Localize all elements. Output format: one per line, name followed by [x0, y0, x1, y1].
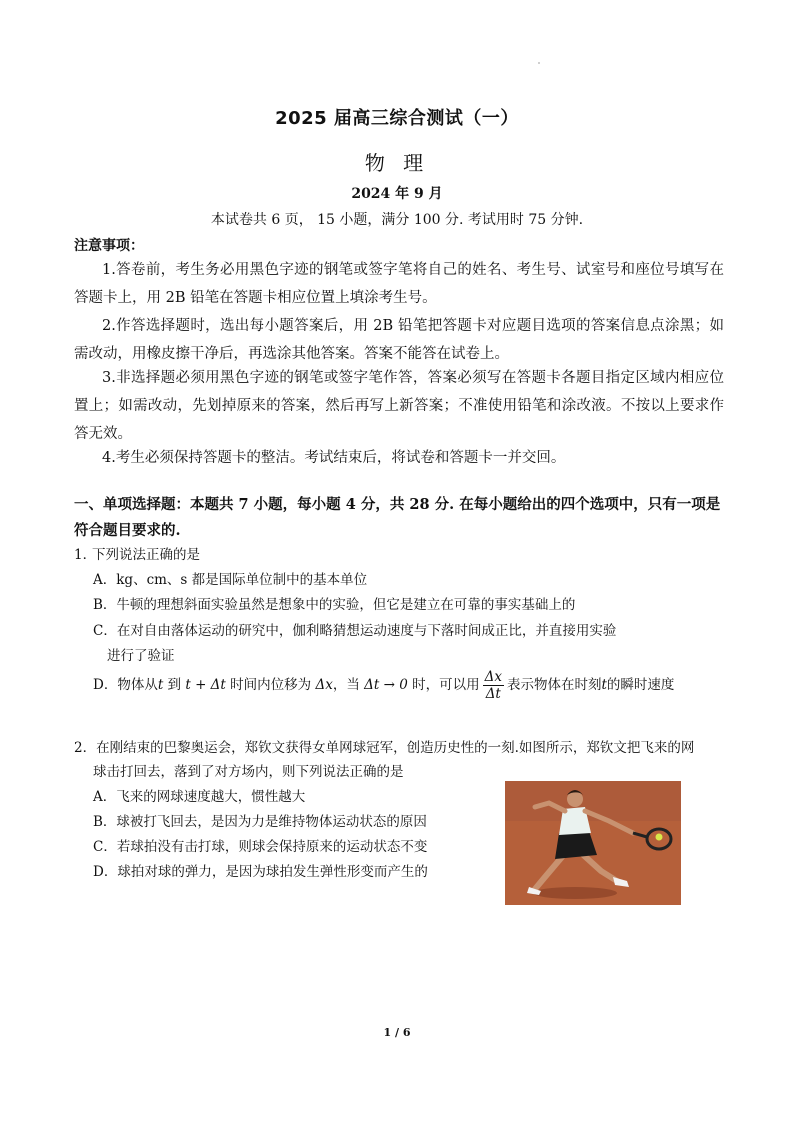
section-heading: 一、单项选择题：本题共 7 小题，每小题 4 分，共 28 分. 在每小题给出的四个选项中，只有一项是符合题目要求的. — [74, 496, 721, 539]
question-text: 下列说法正确的是 — [92, 547, 200, 563]
option-text: 时，可以用 — [407, 677, 480, 693]
q2-option-a: A．飞来的网球速度越大，惯性越大 — [93, 789, 306, 805]
exam-date: 2024 年 9 月 — [351, 186, 443, 202]
option-text: D．物体从 — [93, 677, 158, 693]
math-limit: Δt → 0 — [364, 677, 408, 693]
math-dx: Δx — [315, 677, 333, 693]
scan-dot — [538, 62, 540, 64]
option-text: 的瞬时速度 — [606, 677, 675, 693]
option-text: ，当 — [332, 677, 365, 693]
option-text: 表示物体在时刻 — [506, 677, 602, 693]
math-fraction — [483, 669, 504, 702]
tennis-player-photo — [505, 781, 681, 905]
q1-option-a: A．kg、cm、s 都是国际单位制中的基本单位 — [93, 572, 368, 588]
player-shadow — [533, 887, 617, 899]
q1-option-c: C．在对自由落体运动的研究中，伽利略猜想运动速度与下落时间成正比，并直接用实验 — [93, 623, 617, 639]
math-t: t — [601, 677, 607, 693]
notice-title: 注意事项： — [74, 238, 144, 254]
math-t: t — [157, 677, 164, 693]
tennis-photo-illustration — [505, 781, 681, 905]
question-text: 在刚结束的巴黎奥运会，郑钦文获得女单网球冠军，创造历史性的一刻.如图所示，郑钦文把飞来的网 — [96, 740, 695, 756]
page-number: 1 / 6 — [383, 1026, 411, 1039]
fraction-denominator: Δt — [485, 686, 501, 702]
q1-option-d — [93, 667, 674, 703]
option-text: 到 — [163, 677, 186, 693]
question-number: 2． — [74, 740, 97, 756]
question-1-stem — [74, 543, 200, 567]
question-text-cont: 球击打回去，落到了对方场内，则下列说法正确的是 — [93, 764, 404, 780]
exam-title: 2025 届高三综合测试（一） — [275, 108, 519, 129]
option-text: 时间内位移为 — [225, 677, 316, 693]
math-t-plus-dt: t + Δt — [185, 677, 226, 693]
q1-option-b: B．牛顿的理想斜面实验虽然是想象中的实验，但它是建立在可靠的事实基础上的 — [93, 597, 576, 613]
question-2-stem — [74, 736, 734, 784]
q2-option-c: C．若球拍没有击打球，则球会保持原来的运动状态不变 — [93, 839, 428, 855]
subject-title: 物 理 — [364, 151, 430, 175]
notice-item-3: 3.非选择题必须用黑色字迹的钢笔或签字笔作答，答案必须写在答题卡各题目指定区域内相应位置上；如需改动，先划掉原来的答案，然后再写上新答案；不准使用铅笔和涂改液。不按以上要求作答无效。 — [74, 370, 724, 442]
notice-item-4: 4.考生必须保持答题卡的整洁。考试结束后，将试卷和答题卡一并交回。 — [102, 450, 566, 466]
q1-option-c-cont: 进行了验证 — [107, 648, 175, 664]
q2-option-b: B．球被打飞回去，是因为力是维持物体运动状态的原因 — [93, 814, 427, 830]
question-number: 1． — [74, 547, 97, 563]
q2-option-d: D．球拍对球的弹力，是因为球拍发生弹性形变而产生的 — [93, 864, 428, 880]
notice-item-1: 1.答卷前，考生务必用黑色字迹的钢笔或签字笔将自己的姓名、考生号、试室号和座位号填写在答题卡上，用 2B 铅笔在答题卡相应位置上填涂考生号。 — [74, 262, 724, 306]
paper-info: 本试卷共 6 页， 15 小题，满分 100 分. 考试用时 75 分钟. — [210, 212, 584, 228]
fraction-numerator: Δx — [484, 669, 502, 685]
tennis-ball — [656, 834, 663, 841]
notice-item-2: 2.作答选择题时，选出每小题答案后，用 2B 铅笔把答题卡对应题目选项的答案信息点涂黑；如需改动，用橡皮擦干净后，再选涂其他答案。答案不能答在试卷上。 — [74, 318, 724, 362]
